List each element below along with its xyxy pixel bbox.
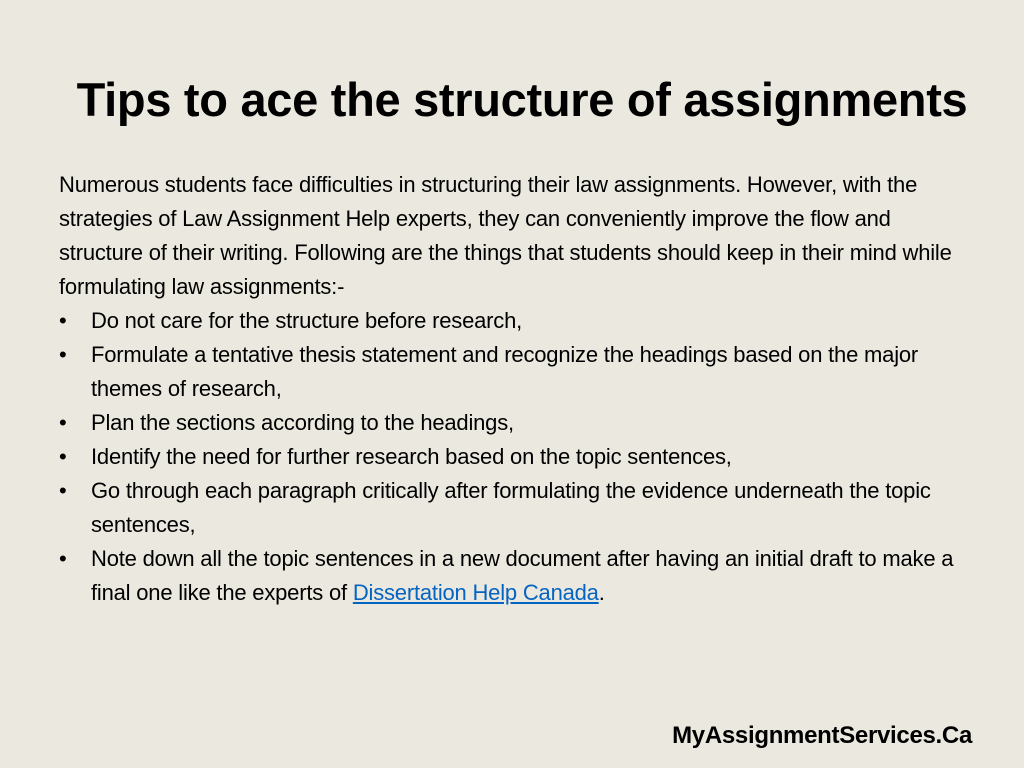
slide-title: Tips to ace the structure of assignments <box>76 73 968 126</box>
list-item-text: Plan the sections according to the headings, <box>91 410 514 435</box>
intro-paragraph: Numerous students face difficulties in structuring their law assignments. However, with the strategies of Law Assignment Help experts, they can conveniently improve the flow and structure of their writing. Following are the things that students should keep in their mind while formulating law assignments:- <box>59 172 952 299</box>
footer-brand: MyAssignmentServices.Ca <box>672 722 972 749</box>
list-item <box>59 440 959 474</box>
slide-body <box>59 168 959 610</box>
list-item-text: Do not care for the structure before research, <box>91 308 523 333</box>
list-item-text: Go through each paragraph critically after formulating the evidence underneath the topic sentences, <box>91 478 931 537</box>
bullet-icon: • <box>59 444 67 469</box>
bullet-icon: • <box>59 546 67 571</box>
dissertation-help-link[interactable]: Dissertation Help Canada <box>352 580 599 605</box>
list-item <box>59 474 959 542</box>
tips-list <box>59 304 959 610</box>
bullet-icon: • <box>59 342 67 367</box>
list-item-text: Identify the need for further research based on the topic sentences, <box>91 444 732 469</box>
list-item-text: Note down all the topic sentences in a new document after having an initial draft to make a final one like the experts of <box>91 546 954 605</box>
list-item-text: Formulate a tentative thesis statement and recognize the headings based on the major themes of research, <box>91 342 919 401</box>
list-item <box>59 338 959 406</box>
bullet-icon: • <box>59 410 67 435</box>
list-item <box>59 542 959 610</box>
bullet-icon: • <box>59 478 67 503</box>
list-item <box>59 304 959 338</box>
list-item <box>59 406 959 440</box>
list-item-end-text: . <box>598 580 605 605</box>
bullet-icon: • <box>59 308 67 333</box>
